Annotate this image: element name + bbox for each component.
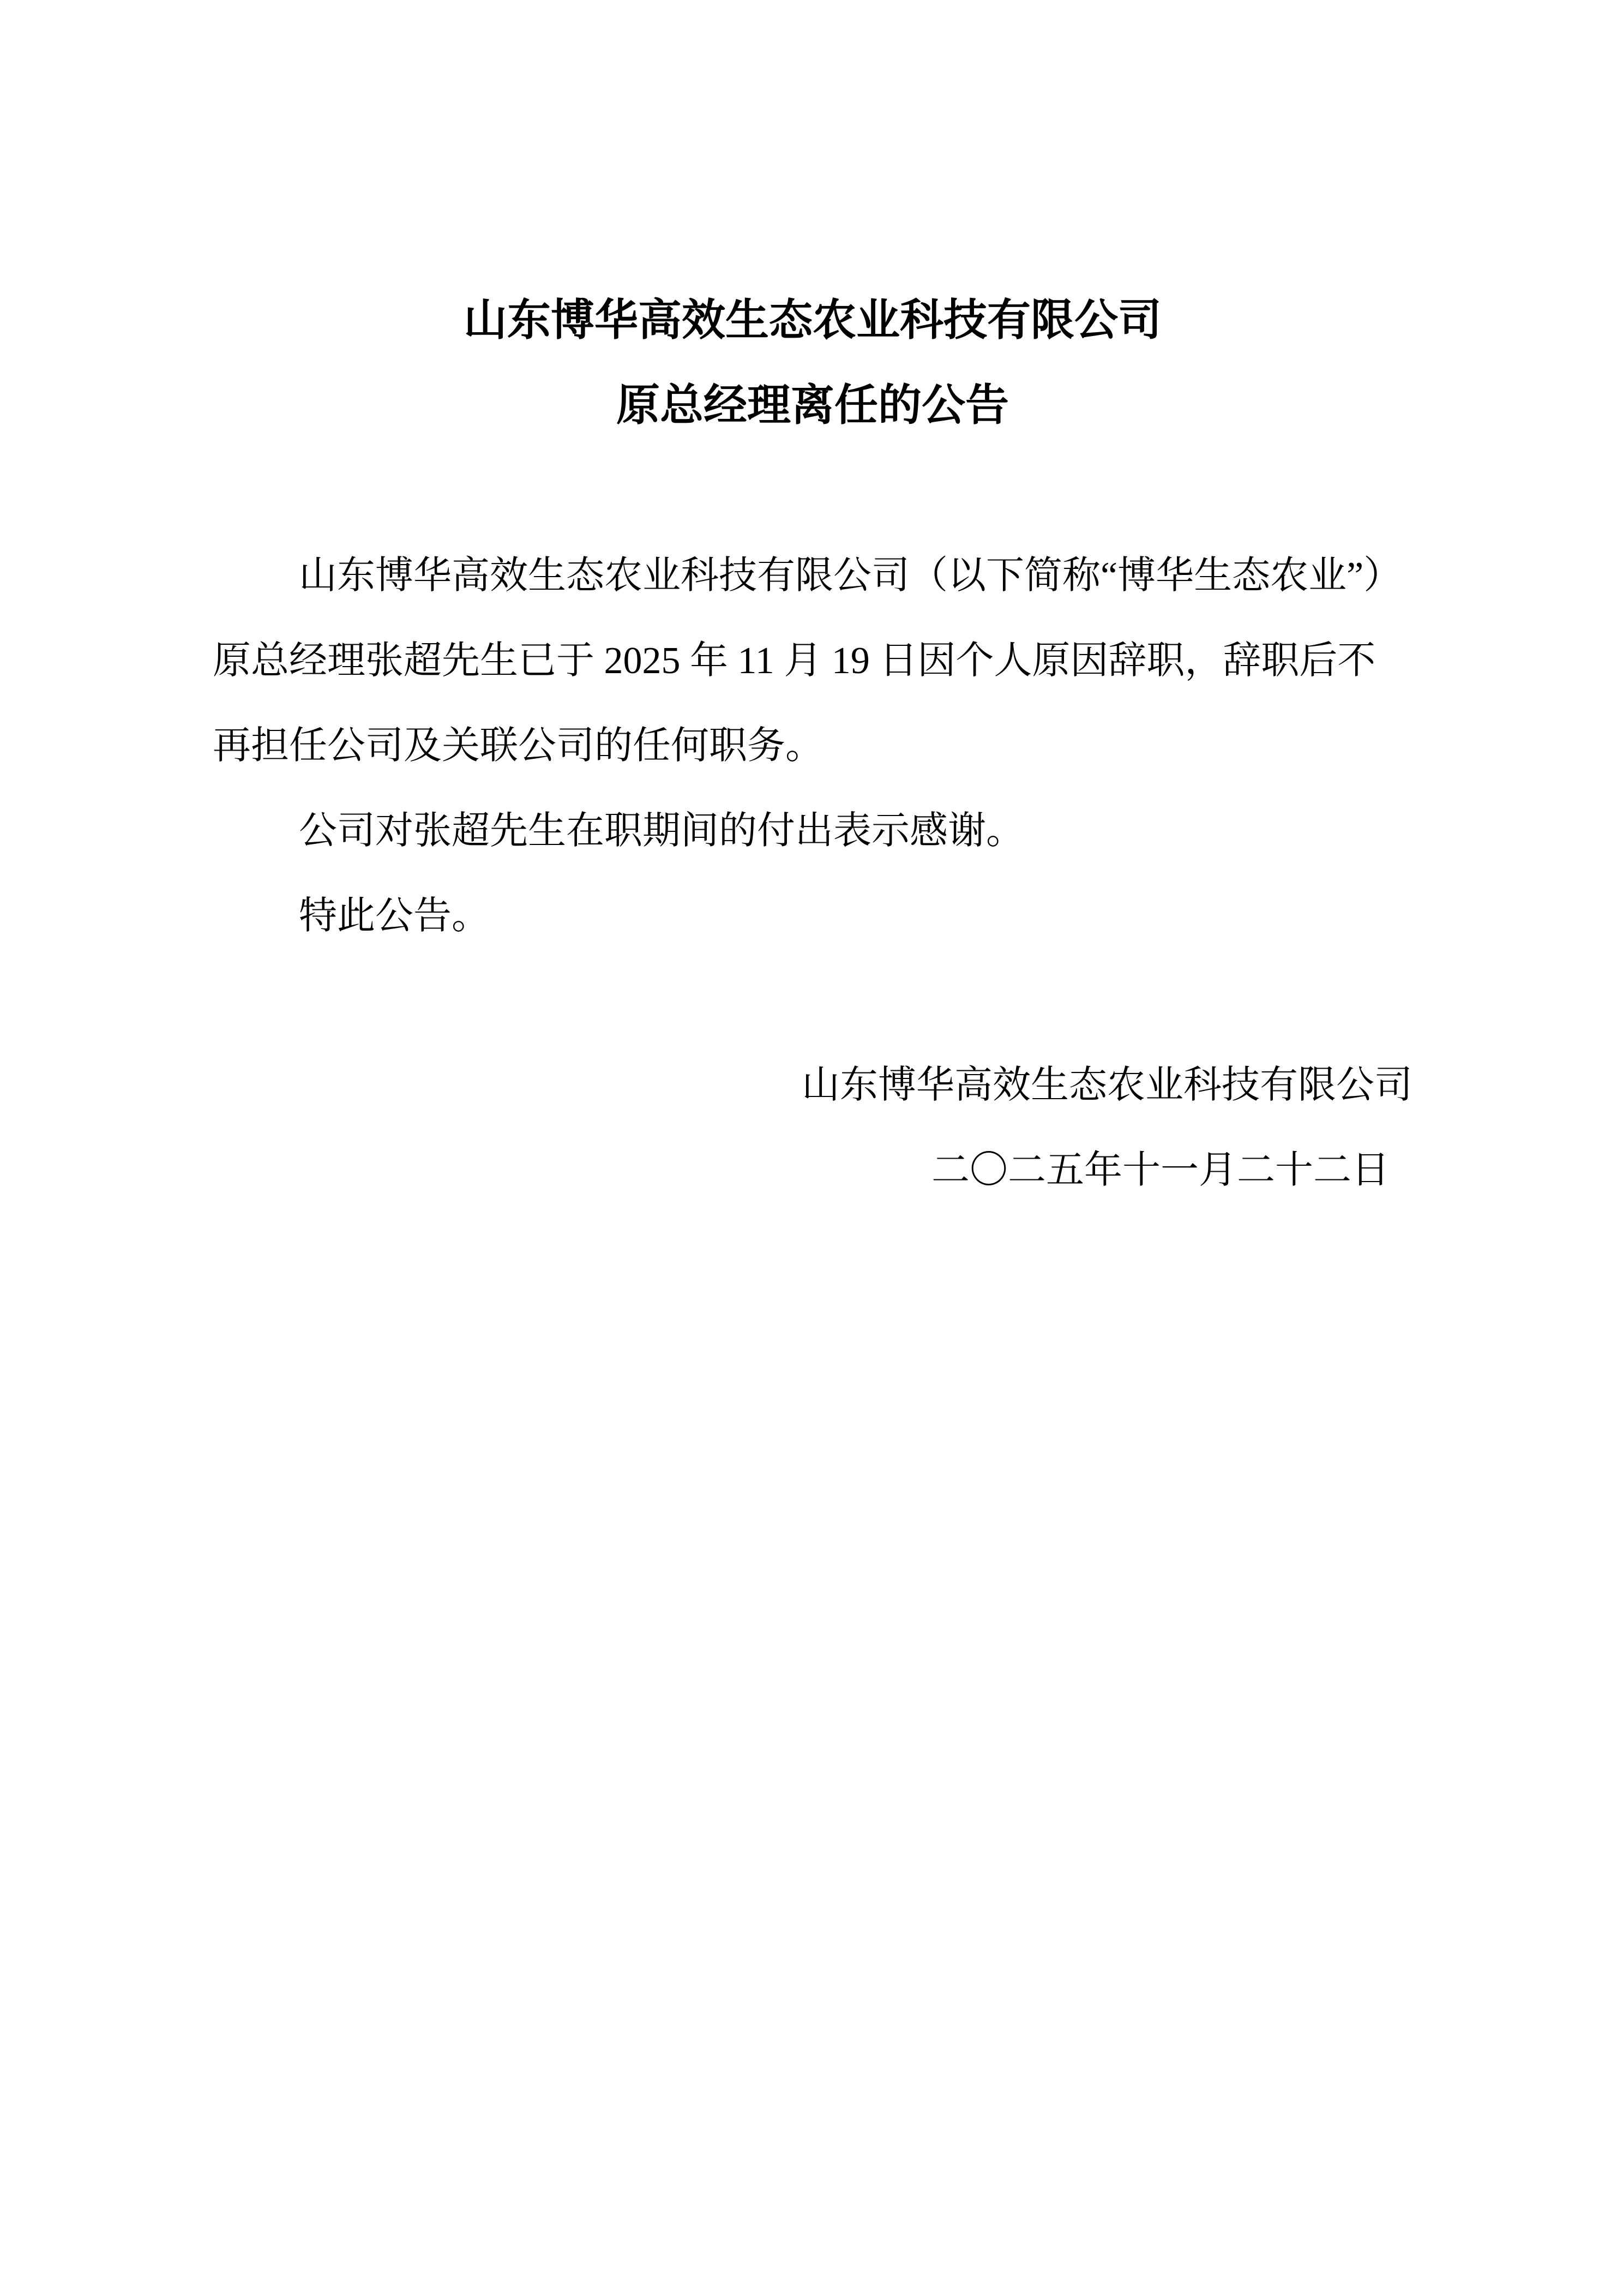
title-subject: 原总经理离任的公告 [616, 382, 1009, 430]
paragraph3: 特此公告。 [299, 895, 490, 937]
document-title [213, 278, 1412, 448]
title-company-name: 山东博华高效生态农业科技有限公司 [464, 297, 1162, 345]
signature-date: 二〇二五年十一月二十二日 [931, 1149, 1390, 1191]
paragraph1-line3: 再担任公司及关联公司的任何职务。 [213, 725, 823, 767]
paragraph1-line1: 山东博华高效生态农业科技有限公司（以下简称“博华生态农业”） [299, 555, 1402, 597]
paragraph1-line2: 原总经理张超先生已于 2025 年 11 月 19 日因个人原因辞职，辞职后不 [213, 640, 1376, 682]
document-body [213, 533, 1412, 959]
paragraph2: 公司对张超先生在职期间的付出表示感谢。 [299, 810, 1024, 852]
signature-company-name: 山东博华高效生态农业科技有限公司 [802, 1064, 1412, 1106]
signature [213, 1043, 1412, 1213]
